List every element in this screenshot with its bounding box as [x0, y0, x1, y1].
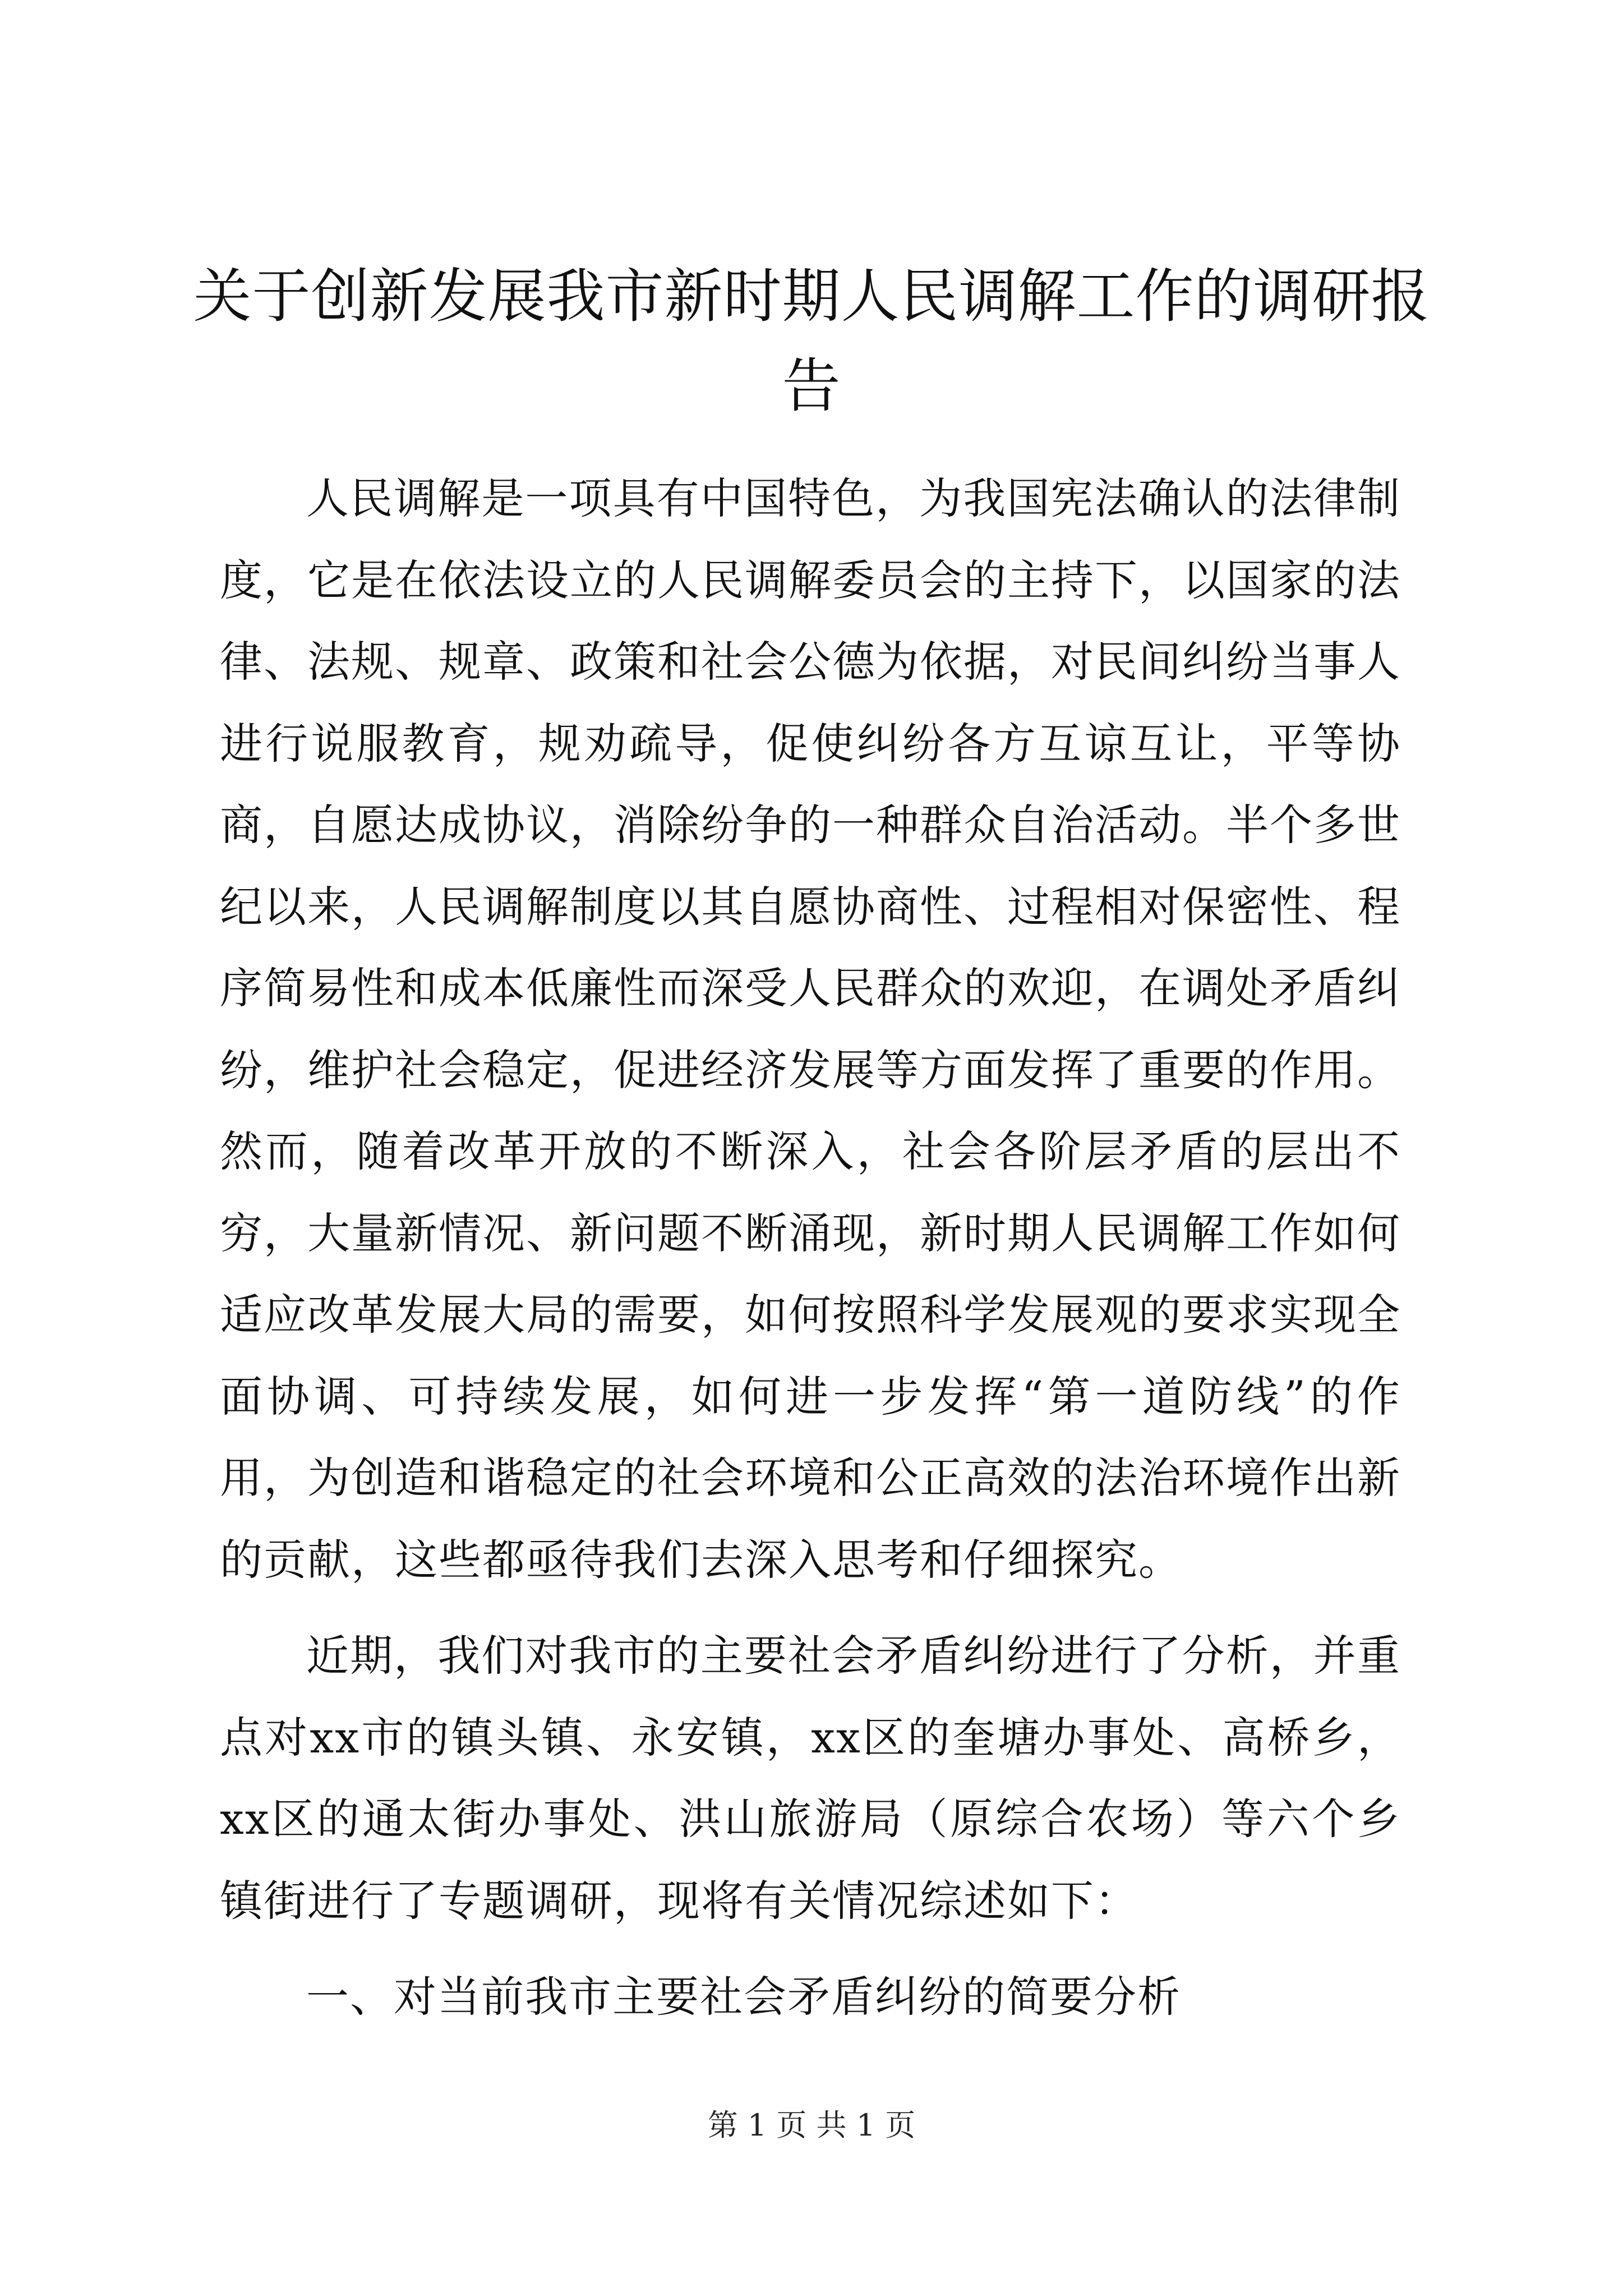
body-paragraph-1: 人民调解是一项具有中国特色，为我国宪法确认的法律制度，它是在依法设立的人民调解委员会的主持下，以国家的法律、法规、规章、政策和社会公德为依据，对民间纠纷当事人进行说服教育，规劝疏导，促使纠纷各方互谅互让，平等协商，自愿达成协议，消除纷争的一种群众自治活动。半个多世纪以来，人民调解制度以其自愿协商性、过程相对保密性、程序简易性和成本低廉性而深受人民群众的欢迎，在调处矛盾纠纷，维护社会稳定，促进经济发展等方面发挥了重要的作用。然而，随着改革开放的不断深入，社会各阶层矛盾的层出不穷，大量新情况、新问题不断涌现，新时期人民调解工作如何适应改革发展大局的需要，如何按照科学发展观的要求实现全面协调、可持续发展，如何进一步发挥“第一道防线”的作用，为创造和谐稳定的社会环境和公正高效的法治环境作出新的贡献，这些都亟待我们去深入思考和仔细探究。 [220, 473, 1401, 1585]
page-footer: 第 1 页 共 1 页 [707, 2108, 916, 2143]
document-title: 关于创新发展我市新时期人民调解工作的调研报告 [193, 262, 1430, 420]
document-body [220, 458, 1401, 2038]
section-heading: 一、对当前我市主要社会矛盾纠纷的简要分析 [306, 1972, 1181, 2022]
body-paragraph-2: 近期，我们对我市的主要社会矛盾纠纷进行了分析，并重点对xx市的镇头镇、永安镇，xx区的奎塘办事处、高桥乡，xx区的通太街办事处、洪山旅游局（原综合农场）等六个乡镇街进行了专题调研，现将有关情况综述如下： [220, 1631, 1401, 1926]
